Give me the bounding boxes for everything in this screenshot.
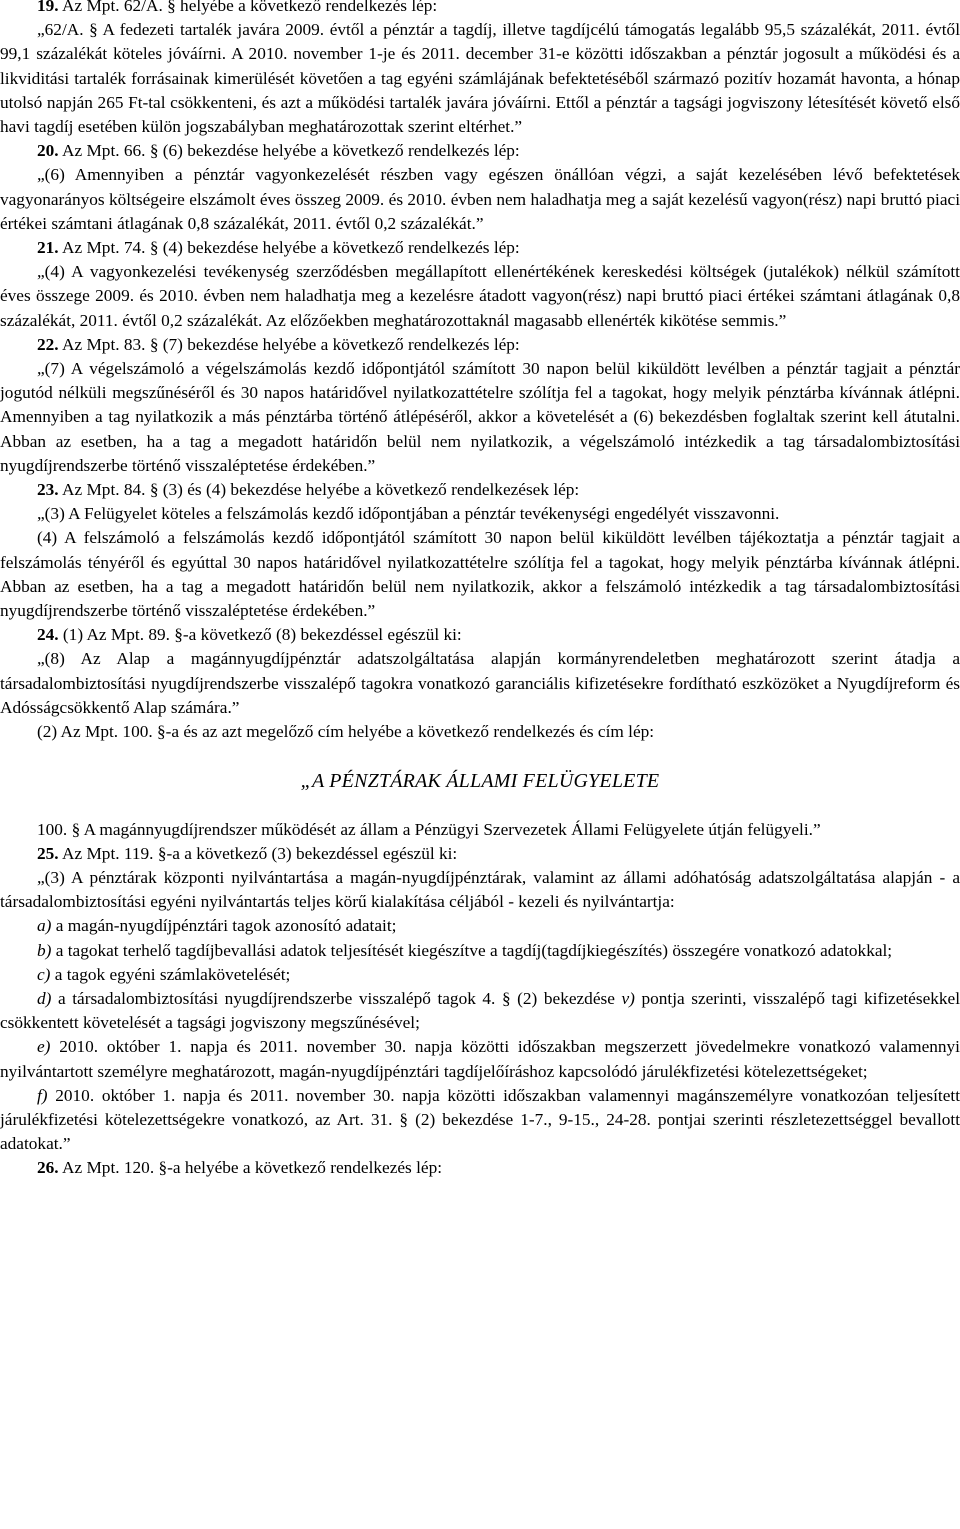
- paragraph-pf: [0, 1084, 960, 1157]
- paragraph-text: Az Mpt. 84. § (3) és (4) bekezdése helyébe a következő rendelkezések lép:: [58, 480, 580, 500]
- paragraph-text: „(7) A végelszámoló a végelszámolás kezdő időpontjától számított 30 napon belül kiküldött levélben a pénztár tagjait a pénztár jogutód nélküli megszűnéséről és 30 napos határidővel nyilatkozattételre szólítja fel a tagokat, hogy melyik pénztárba kívánnak átlépni. Amennyiben a tag nyilatkozik a más pénztárba történő átlépéséről, akkor a követelését a (6) bekezdésben foglaltak szerint kell átutalni. Abban az esetben, ha a tag a megadott határidőn belül nem nyilatkozik, a végelszámoló intézkedik a tag társadalombiztosítási nyugdíjrendszerbe történő visszaléptetése érdekében.”: [0, 359, 960, 475]
- paragraph-p23a: [0, 502, 960, 526]
- paragraph-text: a társadalombiztosítási nyugdíjrendszerbe visszalépő tagok 4. § (2) bekezdése: [51, 988, 622, 1008]
- paragraph-p22h: [0, 333, 960, 357]
- paragraph-p21h: [0, 236, 960, 260]
- paragraph-p25a: [0, 866, 960, 914]
- paragraph-text: a magán-nyugdíjpénztári tagok azonosító adatait;: [51, 916, 397, 936]
- section-number: 23.: [37, 480, 59, 500]
- paragraph-pd: [0, 987, 960, 1035]
- paragraph-text: a tagok egyéni számlakövetelését;: [50, 964, 291, 984]
- paragraph-pe: [0, 1035, 960, 1083]
- paragraph-text: Az Mpt. 119. §-a a következő (3) bekezdéssel egészül ki:: [58, 843, 458, 863]
- paragraph-p25h: [0, 842, 960, 866]
- item-letter: c): [37, 964, 51, 984]
- paragraph-text: a tagokat terhelő tagdíjbevallási adatok teljesítését kiegészítve a tagdíj(tagdíjkiegészítés) összegére vonatkozó adatokkal;: [51, 940, 893, 960]
- section-title: „A PÉNZTÁRAK ÁLLAMI FELÜGYELETE: [300, 770, 660, 793]
- point-letter: v): [621, 988, 635, 1008]
- paragraph-text: (4) A felszámoló a felszámolás kezdő időpontjától számított 30 napon belül kiküldött levélben tájékoztatja a pénztár tagjait a felszámolás tényéről és egyúttal 30 napos határidővel nyilatkozattételre szólítja fel a tagokat, hogy melyik pénztárba kívánnak átlépni. Abban az esetben, ha a tag a megadott határidőn belül nem nyilatkozik, akkor a felszámoló intézkedik a tag társadalombiztosítási nyugdíjrendszerbe történő visszaléptetése érdekében.”: [0, 528, 960, 621]
- paragraph-p24h: [0, 623, 960, 647]
- section-number: 25.: [37, 843, 59, 863]
- paragraph-pc: [0, 963, 960, 987]
- paragraph-p24a: [0, 647, 960, 720]
- paragraph-text: Az Mpt. 62/A. § helyébe a következő rendelkezés lép:: [58, 0, 438, 15]
- item-letter: e): [37, 1037, 51, 1057]
- item-letter: f): [37, 1085, 48, 1105]
- paragraph-p19a: [0, 18, 960, 139]
- paragraph-pa: [0, 914, 960, 938]
- paragraph-p100: [0, 818, 960, 842]
- paragraph-text: „(6) Amennyiben a pénztár vagyonkezelését részben vagy egészen önállóan végzi, a saját kezelésében lévő befektetések vagyonarányos költségeire elszámolt éves összeg 2009. és 2010. évben nem haladhatja meg a saját kezelésű vagyon(rész) napi bruttó piaci értékei számtani átlagának 0,8 százalékát, 2011. évtől 0,2 százalékát.”: [0, 165, 960, 233]
- paragraph-text: „(3) A pénztárak központi nyilvántartása a magán-nyugdíjpénztárak, valamint az állami adóhatóság adatszolgáltatása alapján - a társadalombiztosítási egyéni nyilvántartás teljes körű kialakítása céljából - kezeli és nyilvántartja:: [0, 867, 960, 912]
- paragraph-text: Az Mpt. 83. § (7) bekezdése helyébe a következő rendelkezés lép:: [58, 334, 520, 354]
- paragraph-p23h: [0, 478, 960, 502]
- paragraph-p20a: [0, 163, 960, 236]
- paragraph-text: „(8) Az Alap a magánnyugdíjpénztár adatszolgáltatása alapján kormányrendeletben meghatározott szerint átadja a társadalombiztosítási nyugdíjrendszerbe visszalépő tagokra vonatkozó garanciális kifizetésekre fordítható eszközöket a Nyugdíjreform és Adósságcsökkentő Alap számára.”: [0, 649, 960, 717]
- paragraph-text: 2010. október 1. napja és 2011. november 30. napja közötti időszakban megszerzett jövedelmekre vonatkozó valamennyi nyilvántartott személyre meghatározott, magán-nyugdíjpénztári tagdíjelőíráshoz kapcsolódó járulékfizetési kötelezettségeket;: [0, 1037, 960, 1081]
- paragraph-pb: [0, 939, 960, 963]
- section-number: 26.: [37, 1158, 59, 1178]
- section-number: 22.: [37, 334, 59, 354]
- section-number: 19.: [37, 0, 59, 15]
- section-number: 21.: [37, 238, 59, 258]
- section-number: 20.: [37, 141, 59, 161]
- paragraph-p21a: [0, 260, 960, 333]
- paragraph-text: „(3) A Felügyelet köteles a felszámolás kezdő időpontjában a pénztár tevékenységi engedélyét visszavonni.: [37, 504, 780, 524]
- paragraph-text: Az Mpt. 74. § (4) bekezdése helyébe a következő rendelkezés lép:: [58, 238, 520, 258]
- paragraph-text: 100. § A magánnyugdíjrendszer működését az állam a Pénzügyi Szervezetek Állami Felügyelete útján felügyeli.”: [37, 819, 821, 839]
- paragraph-p24b: [0, 720, 960, 744]
- paragraph-text: „(4) A vagyonkezelési tevékenység szerződésben megállapított ellenértékének kereskedési költségek (jutalékok) nélkül számított éves összege 2009. és 2010. évben nem haladhatja meg a kezelésre átadott vagyon(rész) napi bruttó piaci értékei számtani átlagának 0,8 százalékát, 2011. évtől 0,2 százalékát. Az előzőekben meghatározottaknál magasabb ellenérték kikötése semmis.”: [0, 262, 960, 330]
- paragraph-text: 2010. október 1. napja és 2011. november 30. napja közötti időszakban valamennyi magánszemélyre vonatkozóan teljesített járulékfizetési kötelezettségekre vonatkozó, az Art. 31. § (2) bekezdése 1-7., 9-15., 24-28. pontjai szerinti részletezettséggel bevallott adatokat.”: [0, 1085, 960, 1154]
- paragraph-text: (2) Az Mpt. 100. §-a és az azt megelőző cím helyébe a következő rendelkezés és cím lép:: [37, 722, 655, 742]
- paragraph-text-tail: pontja szerinti, visszalépő tagi kifizetésekkel csökkentett követelését a tagsági jogviszony megszűnésével;: [0, 988, 960, 1033]
- paragraph-text: Az Mpt. 120. §-a helyébe a következő rendelkezés lép:: [58, 1158, 443, 1178]
- section-number: 24.: [37, 625, 59, 645]
- item-letter: d): [37, 988, 52, 1008]
- paragraph-p20h: [0, 139, 960, 163]
- paragraph-text: Az Mpt. 66. § (6) bekezdése helyébe a következő rendelkezés lép:: [58, 141, 520, 161]
- paragraph-text: „62/A. § A fedezeti tartalék javára 2009. évtől a pénztár a tagdíj, illetve tagdíjcélú támogatás legalább 95,5 százalékát, 2011. évtől 99,1 százalékát köteles jóváírni. A 2010. november 1-je és 2011. december 31-e közötti időszakban a pénztár jogosult a működési és a likviditási tartalék forrásainak kimerülését követően a tag egyéni számlájának befektetéséből származó pozitív hozamát havonta, a hónap utolsó napján 265 Ft-tal csökkenteni, és azt a működési tartalék javára jóváírni. Ettől a pénztár a tagsági jogviszony létesítését követő első havi tagdíj esetében külön jogszabályban meghatározottak szerint eltérhet.”: [0, 20, 960, 137]
- paragraph-p26h: [0, 1156, 960, 1180]
- paragraph-p23b: [0, 526, 960, 623]
- paragraph-p22a: [0, 357, 960, 478]
- item-letter: b): [37, 940, 52, 960]
- paragraph-text: (1) Az Mpt. 89. §-a következő (8) bekezdéssel egészül ki:: [58, 625, 462, 645]
- paragraph-p19h: [0, 0, 960, 18]
- item-letter: a): [37, 916, 52, 936]
